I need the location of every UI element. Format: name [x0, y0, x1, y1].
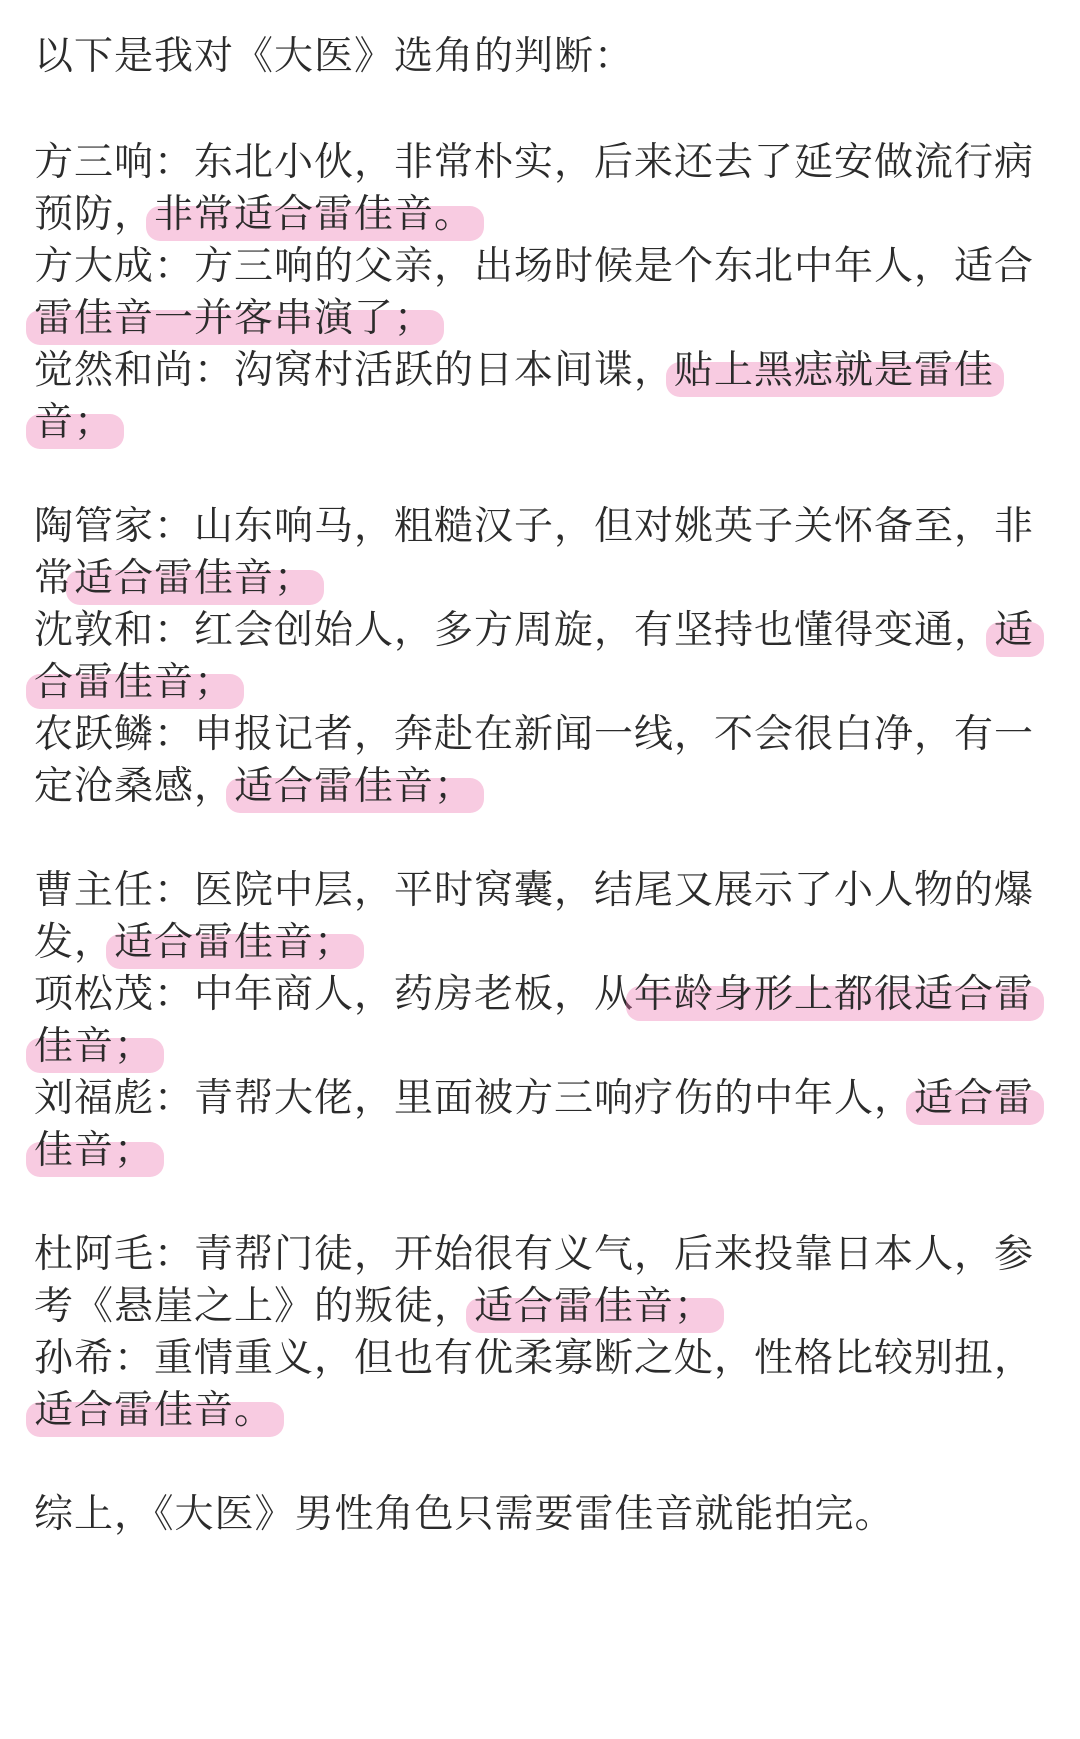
- highlighted-text: 佳音；: [34, 1024, 155, 1069]
- intro-line: 以下是我对《大医》选角的判断：: [34, 34, 635, 79]
- line-text: 常: [34, 556, 75, 601]
- highlighted-text: 音；: [34, 400, 115, 445]
- text-line: [34, 342, 994, 400]
- text-line: [34, 1070, 1034, 1128]
- text-line: [34, 1018, 154, 1076]
- line-text: 杜阿毛：青帮门徒，开始很有义气，后来投靠日本人，参: [34, 1232, 1035, 1277]
- text-line: [34, 238, 1034, 296]
- highlighted-text: 适合雷佳音；: [234, 764, 475, 809]
- text-line: [34, 966, 1034, 1024]
- line-text: 预防，: [34, 192, 155, 237]
- highlighted-text: 适: [994, 608, 1035, 653]
- line-text: 方三响：东北小伙，非常朴实，后来还去了延安做流行病: [34, 140, 1035, 185]
- line-text: 孙希：重情重义，但也有优柔寡断之处，性格比较别扭，: [34, 1336, 1035, 1381]
- text-line: [34, 1226, 1034, 1284]
- highlighted-text: 适合雷佳音。: [34, 1388, 275, 1433]
- text-line: [34, 1278, 714, 1336]
- text-line: [34, 134, 1034, 192]
- text-line: [34, 706, 1034, 764]
- highlighted-text: 年龄身形上都很适合雷: [634, 972, 1035, 1017]
- text-line: [34, 758, 474, 816]
- line-text: 方大成：方三响的父亲，出场时候是个东北中年人，适合: [34, 244, 1035, 289]
- text-line: [34, 1122, 154, 1180]
- text-line: [34, 1330, 1034, 1388]
- text-line: [34, 1382, 274, 1440]
- text-line: [34, 550, 314, 608]
- text-line: [34, 914, 354, 972]
- line-text: 刘福彪：青帮大佬，里面被方三响疗伤的中年人，: [34, 1076, 915, 1121]
- text-line: [34, 290, 434, 348]
- conclusion-line: 综上，《大医》男性角色只需要雷佳音就能拍完。: [34, 1492, 895, 1537]
- text-line: [34, 186, 474, 244]
- text-line: [34, 498, 1034, 556]
- highlighted-text: 适合雷佳音；: [474, 1284, 715, 1329]
- text-line: [34, 394, 114, 452]
- text-line: [34, 862, 1034, 920]
- line-text: 定沧桑感，: [34, 764, 235, 809]
- highlighted-text: 适合雷佳音；: [74, 556, 315, 601]
- highlighted-text: 雷佳音一并客串演了；: [34, 296, 435, 341]
- line-text: 考《悬崖之上》的叛徒，: [34, 1284, 475, 1329]
- line-text: 发，: [34, 920, 115, 965]
- line-text: 曹主任：医院中层，平时窝囊，结尾又展示了小人物的爆: [34, 868, 1035, 913]
- line-text: 农跃鳞：申报记者，奔赴在新闻一线，不会很白净，有一: [34, 712, 1035, 757]
- highlighted-text: 贴上黑痣就是雷佳: [674, 348, 995, 393]
- line-text: 沈敦和：红会创始人，多方周旋，有坚持也懂得变通，: [34, 608, 995, 653]
- highlighted-text: 非常适合雷佳音。: [154, 192, 475, 237]
- line-text: 项松茂：中年商人，药房老板，从: [34, 972, 635, 1017]
- text-line: [34, 654, 234, 712]
- line-text: 觉然和尚：沟窝村活跃的日本间谍，: [34, 348, 675, 393]
- highlighted-text: 适合雷佳音；: [114, 920, 355, 965]
- highlighted-text: 适合雷: [914, 1076, 1035, 1121]
- highlighted-text: 合雷佳音；: [34, 660, 235, 705]
- highlighted-text: 佳音；: [34, 1128, 155, 1173]
- line-text: 陶管家：山东响马，粗糙汉子，但对姚英子关怀备至，非: [34, 504, 1035, 549]
- text-line: [34, 602, 1034, 660]
